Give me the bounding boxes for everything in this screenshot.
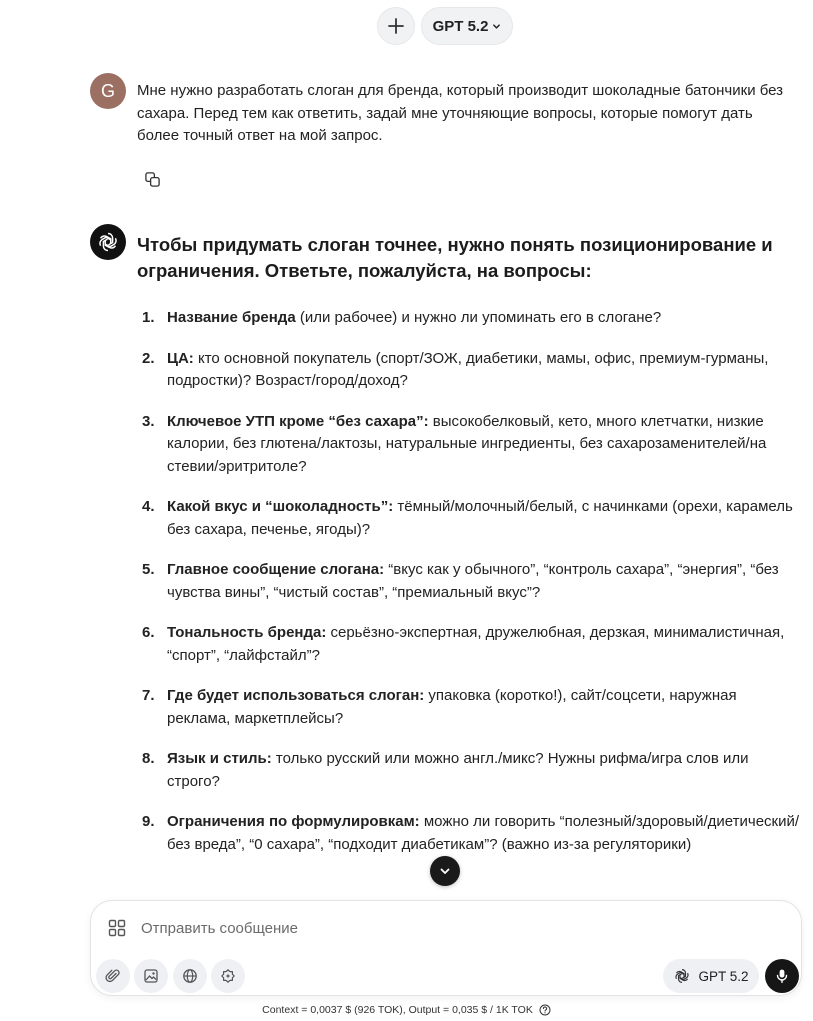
tools-button[interactable] [211,959,245,993]
question-title: Какой вкус и “шоколадность”: [167,498,394,515]
questions-list [140,307,800,874]
microphone-icon [774,968,790,984]
composer-model-chip[interactable] [663,959,759,993]
user-avatar-letter: G [100,80,115,101]
question-text: кто основной покупатель (спорт/ЗОЖ, диабетики, мамы, офис, премиум-гурманы, подростки)? Возраст/город/доход? [167,349,769,389]
web-search-button[interactable] [173,959,207,993]
grid-icon[interactable] [108,919,126,937]
user-avatar [90,73,126,109]
new-chat-button[interactable] [377,7,415,45]
question-item [140,559,800,604]
question-title: Тональность бренда: [167,624,327,641]
question-number: 4. [142,498,155,515]
cost-footer [0,1004,813,1016]
question-text: серьёзно-экспертная, дружелюбная, дерзкая, минималистичная, “спорт”, “лайфстайл”? [167,624,785,664]
question-title: Ключевое УТП кроме “без сахара”: [167,412,429,430]
copy-message-button[interactable] [141,168,163,190]
question-title: Ограничения по формулировкам: [167,813,420,830]
attach-file-button[interactable] [96,959,130,993]
top-bar [0,7,813,45]
model-selector-button[interactable] [421,7,513,45]
question-item [140,748,800,793]
question-number: 3. [142,412,155,430]
question-title: Язык и стиль: [167,750,272,767]
sparkle-badge-icon [220,968,236,984]
question-text: (или рабочее) и нужно ли упоминать его в слогане? [295,309,662,326]
question-number: 6. [142,624,155,641]
question-text: упаковка (коротко!), сайт/соцсети, наружная реклама, маркетплейсы? [167,687,737,727]
openai-logo-icon [673,967,691,985]
question-item [140,496,800,541]
question-circle-icon[interactable] [539,1004,551,1016]
question-number: 7. [142,687,155,704]
message-input[interactable] [141,915,641,941]
question-item [140,811,800,856]
question-number: 1. [142,309,155,326]
question-title: ЦА: [167,349,194,367]
paperclip-icon [105,968,121,984]
question-title: Главное сообщение слогана: [167,561,385,578]
question-item [140,411,800,479]
message-composer [90,900,802,996]
question-item [140,307,800,330]
question-number: 5. [142,561,155,578]
question-item [140,348,800,393]
question-number: 2. [142,349,155,367]
question-item [140,685,800,730]
question-text: можно ли говорить “полезный/здоровый/диетический/без вреда”, “0 сахара”, “подходит диабетикам”? (важно из-за регуляторики) [167,813,800,853]
assistant-avatar [90,224,126,260]
composer-model-label: GPT 5.2 [698,968,749,984]
chevron-down-icon [492,22,501,31]
user-message-text: Мне нужно разработать слоган для бренда, который производит шоколадные батончики без сахара. Перед тем как ответить, задай мне уточняющие вопросы, которые помогут дать более точный ответ на мой запрос. [137,82,784,144]
question-text: “вкус как у обычного”, “контроль сахара”, “энергия”, “без чувства вины”, “чистый состав”, “премиальный вкус”? [167,561,779,601]
openai-logo-icon [96,230,120,254]
copy-icon [144,171,161,188]
question-title: Название бренда [167,309,296,326]
question-item [140,622,800,667]
model-selector-label: GPT 5.2 [432,17,489,35]
question-text: тёмный/молочный/белый, с начинками (орехи, карамель без сахара, печенье, ягоды)? [167,498,793,538]
globe-icon [182,968,198,984]
plus-icon [386,16,406,36]
voice-input-button[interactable] [765,959,799,993]
question-number: 8. [142,750,155,767]
scroll-to-bottom-button[interactable] [430,856,460,886]
cost-info-text: Context = 0,0037 $ (926 TOK), Output = 0,035 $ / 1K TOK [262,1004,533,1016]
question-title: Где будет использоваться слоган: [167,687,425,704]
assistant-heading: Чтобы придумать слоган точнее, нужно понять позиционирование и ограничения. Ответьте, пожалуйста, на вопросы: [137,234,773,281]
question-text: высокобелковый, кето, много клетчатки, низкие калории, без глютена/лактозы, натуральные ингредиенты, без сахарозаменителей/на стевии/эритритоле? [167,412,767,475]
question-number: 9. [142,813,155,830]
question-text: только русский или можно англ./микс? Нужны рифма/игра слов или строго? [167,750,749,790]
attach-image-button[interactable] [134,959,168,993]
chevron-down-icon [439,865,451,877]
image-icon [143,968,159,984]
